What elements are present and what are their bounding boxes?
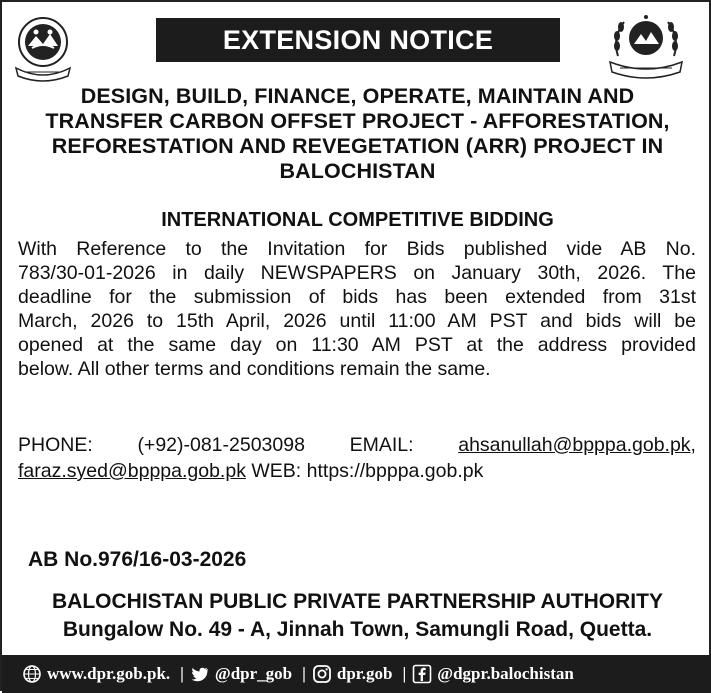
instagram-icon [312, 664, 332, 684]
footer-facebook-text: @dgpr.balochistan [437, 664, 574, 683]
footer-website[interactable] [22, 664, 170, 684]
authority-address: Bungalow No. 49 - A, Jinnah Town, Samungli Road, Quetta. [62, 618, 653, 641]
body-line: below. All other terms and conditions remain the same. [18, 358, 491, 380]
body-line: 783/30-01-2026 in daily NEWSPAPERS on January 30th, 2026. The [18, 262, 696, 284]
body-line: deadline for the submission of bids has been extended from 31st [18, 286, 696, 308]
phone-label: PHONE: [18, 434, 93, 456]
contact-info [18, 432, 696, 484]
footer-instagram-text: dpr.gob [336, 664, 393, 683]
web-label: WEB: [251, 460, 302, 482]
footer-facebook[interactable] [412, 664, 574, 684]
dpr-footer [2, 655, 711, 693]
notice-body [18, 237, 696, 381]
ab-reference-number: AB No.976/16-03-2026 [28, 548, 247, 571]
title-line: DESIGN, BUILD, FINANCE, OPERATE, MAINTAIN AND [80, 84, 635, 108]
authority-block [12, 588, 703, 644]
footer-separator: | [180, 664, 184, 683]
project-title [12, 84, 703, 184]
footer-separator: | [402, 664, 407, 683]
balochistan-govt-emblem-icon [10, 12, 76, 82]
email-link-faraz[interactable]: faraz.syed@bpppa.gob.pk [18, 460, 246, 482]
email-link-ahsanullah[interactable]: ahsanullah@bpppa.gob.pk, [458, 434, 696, 456]
footer-website-text: www.dpr.gob.pk. [47, 664, 171, 683]
contact-row [18, 458, 696, 484]
title-line: TRANSFER CARBON OFFSET PROJECT - AFFORESTATION, [45, 109, 670, 133]
bidding-type-heading: INTERNATIONAL COMPETITIVE BIDDING [161, 209, 554, 231]
extension-notice-heading: EXTENSION NOTICE [156, 18, 560, 62]
authority-name: BALOCHISTAN PUBLIC PRIVATE PARTNERSHIP AUTHORITY [52, 590, 663, 613]
facebook-icon [412, 664, 432, 684]
footer-twitter[interactable] [190, 664, 292, 684]
body-line: March, 2026 to 15th April, 2026 until 11:00 AM PST and bids will be [18, 310, 696, 332]
authority-logo-icon [604, 10, 688, 82]
twitter-icon [190, 664, 210, 684]
globe-icon [22, 664, 42, 684]
footer-instagram[interactable] [312, 664, 393, 684]
body-line: With Reference to the Invitation for Bids published vide AB No. [18, 238, 696, 260]
title-line: REFORESTATION AND REVEGETATION (ARR) PROJECT IN [51, 134, 664, 158]
website-link[interactable]: https://bpppa.gob.pk [306, 460, 484, 482]
phone-number: (+92)-081-2503098 [137, 434, 305, 456]
email-label: EMAIL: [349, 434, 414, 456]
footer-separator: | [302, 664, 306, 683]
contact-row [18, 432, 696, 458]
body-line: opened at the same day on 11:30 AM PST at the address provided [18, 334, 696, 356]
title-line: BALOCHISTAN [279, 159, 436, 183]
footer-twitter-text: @dpr_gob [214, 664, 293, 683]
